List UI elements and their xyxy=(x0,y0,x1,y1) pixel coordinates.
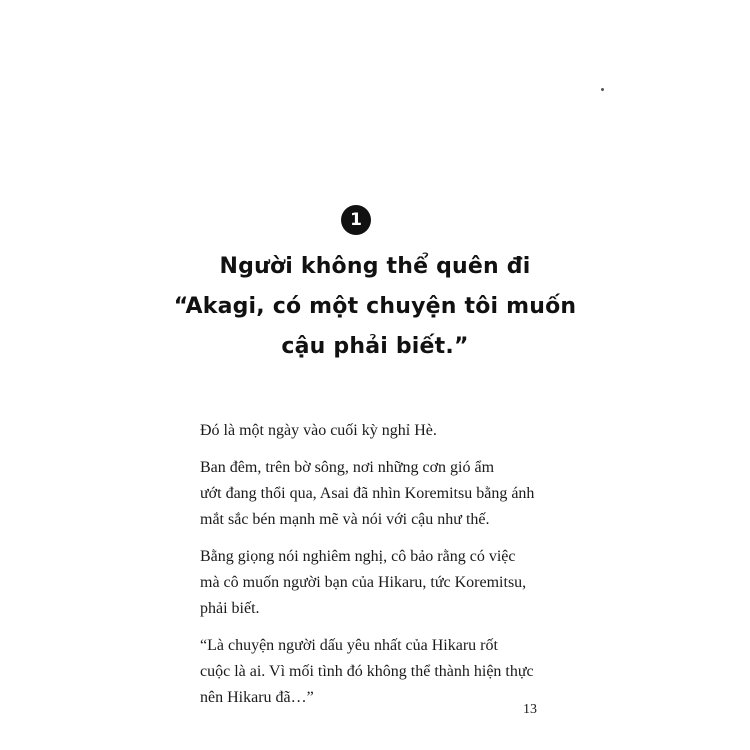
paragraph xyxy=(200,633,565,711)
body-text xyxy=(200,418,565,722)
chapter-title-line: cậu phải biết.” xyxy=(281,334,469,359)
text-line: phải biết. xyxy=(200,600,260,617)
text-line: mà cô muốn người bạn của Hikaru, tức Koremitsu, xyxy=(200,574,527,591)
text-line: Ban đêm, trên bờ sông, nơi những cơn gió ẩm xyxy=(200,459,495,476)
paragraph xyxy=(200,455,565,533)
chapter-title xyxy=(0,247,750,367)
text-line: Bằng giọng nói nghiêm nghị, cô bảo rằng có việc xyxy=(200,548,516,565)
chapter-number: 1 xyxy=(350,210,362,230)
text-line: mắt sắc bén mạnh mẽ và nói với cậu như thế. xyxy=(200,511,490,528)
text-line: nên Hikaru đã…” xyxy=(200,689,314,706)
text-line: “Là chuyện người dấu yêu nhất của Hikaru rốt xyxy=(200,637,498,654)
text-line: cuộc là ai. Vì mối tình đó không thể thành hiện thực xyxy=(200,663,534,680)
text-line: ướt đang thổi qua, Asai đã nhìn Koremitsu bằng ánh xyxy=(200,485,535,502)
print-speck xyxy=(601,88,604,91)
page-number: 13 xyxy=(523,702,537,717)
chapter-number-badge xyxy=(341,205,371,235)
text-line: Đó là một ngày vào cuối kỳ nghỉ Hè. xyxy=(200,422,437,439)
chapter-title-line: “Akagi, có một chuyện tôi muốn xyxy=(173,294,577,319)
chapter-title-line: Người không thể quên đi xyxy=(219,254,531,279)
paragraph xyxy=(200,544,565,622)
paragraph xyxy=(200,418,565,444)
